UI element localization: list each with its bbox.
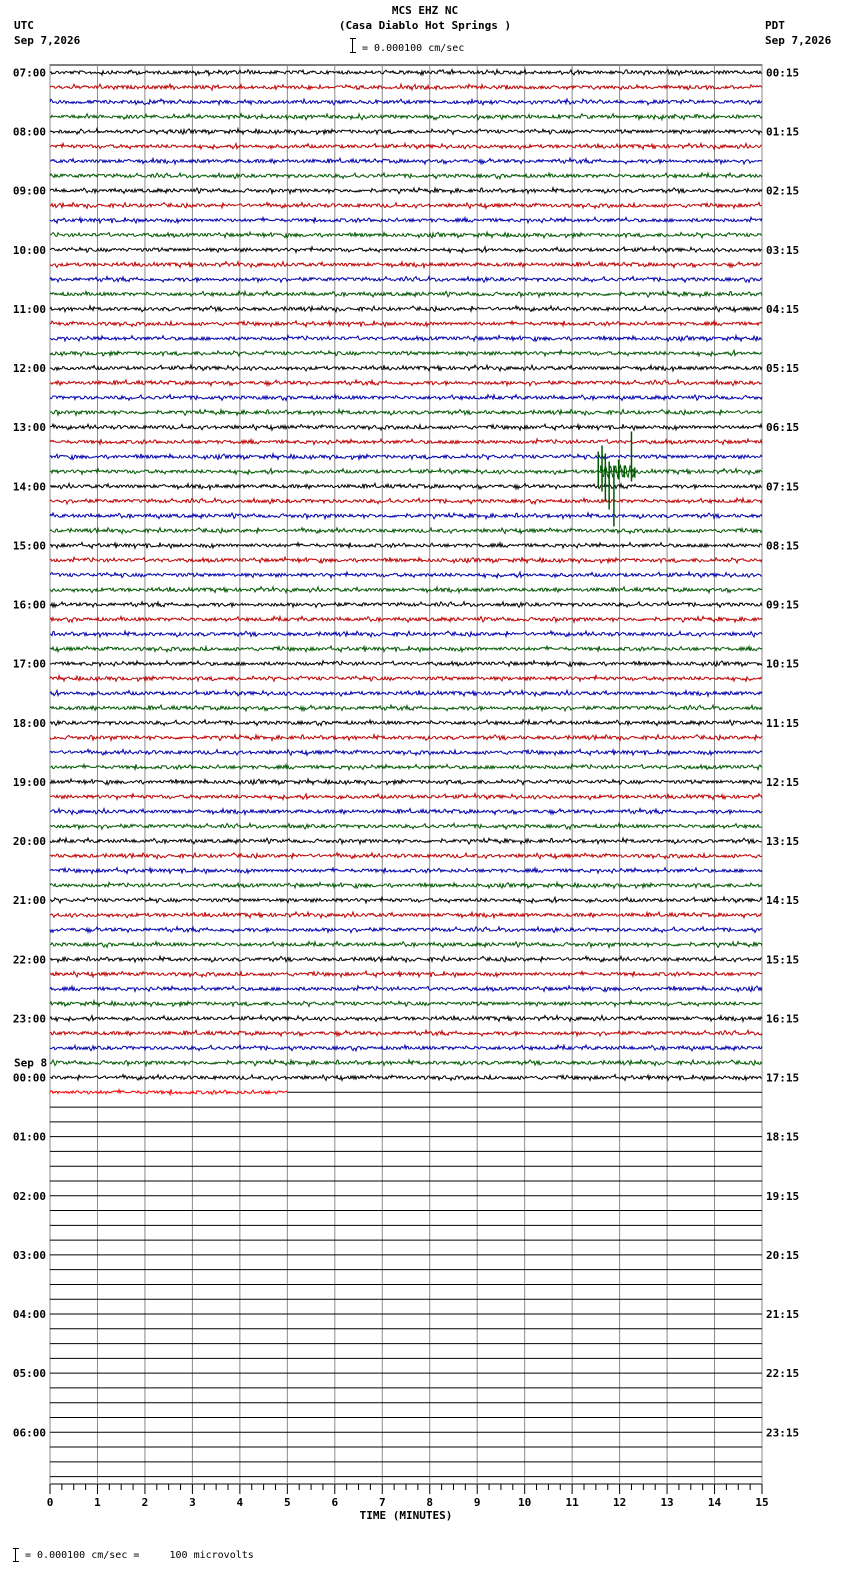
trace-row	[50, 661, 762, 667]
utc-hour-label: 04:00	[12, 1308, 46, 1322]
trace-row	[50, 350, 762, 356]
pdt-hour-label: 15:15	[766, 953, 800, 967]
trace-row	[50, 114, 762, 120]
pdt-hour-label: 12:15	[766, 775, 800, 789]
utc-hour-label: 10:00	[12, 243, 46, 257]
utc-hour-label: 06:00	[12, 1426, 46, 1440]
trace-row	[50, 439, 762, 445]
trace-row	[50, 631, 762, 637]
pdt-hour-label: 23:15	[766, 1426, 800, 1440]
trace-row	[50, 897, 762, 903]
trace-row	[50, 956, 762, 962]
pdt-hour-label: 14:15	[766, 894, 800, 908]
pdt-hour-label: 16:15	[766, 1012, 800, 1026]
trace-row	[50, 217, 762, 223]
trace-row	[50, 188, 762, 194]
pdt-hour-label: 03:15	[766, 243, 800, 257]
utc-hour-label: 03:00	[12, 1248, 46, 1262]
pdt-hour-label: 05:15	[766, 362, 800, 376]
pdt-date: Sep 7,2026	[765, 34, 832, 47]
utc-hour-label: 09:00	[12, 184, 46, 198]
x-tick-label: 1	[94, 1496, 101, 1509]
trace-row	[50, 749, 762, 755]
x-axis-title: TIME (MINUTES)	[359, 1509, 453, 1522]
trace-row	[50, 158, 762, 164]
trace-row	[50, 705, 762, 711]
utc-hour-label: 14:00	[12, 480, 46, 494]
pdt-label: PDT	[765, 19, 785, 32]
trace-row	[50, 602, 762, 608]
trace-row	[50, 203, 762, 209]
trace-row	[50, 690, 762, 696]
trace-row	[50, 262, 762, 268]
utc-hour-label: 19:00	[12, 775, 46, 789]
pdt-hour-label: 18:15	[766, 1130, 800, 1144]
trace-row	[50, 1090, 287, 1095]
trace-row	[50, 942, 762, 948]
utc-hour-label: 11:00	[12, 302, 46, 316]
x-tick-label: 12	[612, 1496, 627, 1509]
trace-row	[50, 1045, 762, 1051]
utc-hour-label: 01:00	[12, 1130, 46, 1144]
trace-row	[50, 528, 762, 534]
utc-hour-label: 07:00	[12, 66, 46, 80]
utc-hour-label: 16:00	[12, 598, 46, 612]
utc-hour-label: 08:00	[12, 125, 46, 139]
trace-row	[50, 232, 762, 238]
utc-hour-label: 23:00	[12, 1012, 46, 1026]
utc-date: Sep 7,2026	[14, 34, 81, 47]
pdt-hour-label: 09:15	[766, 598, 800, 612]
trace-row	[50, 868, 762, 874]
utc-hour-label: 20:00	[12, 835, 46, 849]
trace-row	[50, 409, 762, 415]
utc-hour-label: 17:00	[12, 657, 46, 671]
trace-row	[50, 1060, 762, 1066]
trace-row	[50, 483, 762, 489]
utc-hour-label: 21:00	[12, 894, 46, 908]
trace-row	[50, 1075, 762, 1081]
x-tick-label: 7	[378, 1496, 386, 1509]
footer-scale-icon	[3, 1548, 9, 1562]
trace-row	[50, 676, 762, 682]
trace-row	[50, 543, 762, 549]
trace-row	[50, 380, 762, 386]
pdt-hour-label: 22:15	[766, 1367, 800, 1381]
utc-hour-label: 12:00	[12, 362, 46, 376]
x-tick-label: 14	[707, 1496, 722, 1509]
trace-row	[50, 336, 762, 342]
trace-row	[50, 809, 762, 815]
trace-row	[50, 424, 762, 430]
x-tick-label: 13	[660, 1496, 674, 1509]
x-tick-label: 4	[236, 1496, 244, 1509]
pdt-hour-label: 19:15	[766, 1189, 800, 1203]
trace-row	[50, 616, 762, 622]
trace-row	[50, 1030, 762, 1036]
trace-row	[50, 838, 762, 844]
pdt-hour-label: 13:15	[766, 835, 800, 849]
trace-row	[50, 365, 762, 371]
trace-row	[50, 291, 762, 297]
trace-row	[50, 1016, 762, 1022]
pdt-hour-label: 17:15	[766, 1071, 800, 1085]
utc-hour-label: 22:00	[12, 953, 46, 967]
pdt-hour-label: 10:15	[766, 657, 800, 671]
pdt-hour-label: 08:15	[766, 539, 800, 553]
trace-row	[50, 882, 762, 888]
x-tick-label: 6	[331, 1496, 339, 1509]
x-tick-label: 11	[565, 1496, 579, 1509]
utc-hour-label: 00:00	[12, 1071, 46, 1085]
trace-row	[50, 395, 762, 401]
utc-hour-label: 18:00	[12, 716, 46, 730]
trace-row	[50, 720, 762, 726]
scale-text: = 0.000100 cm/sec	[362, 43, 465, 54]
trace-row	[50, 247, 762, 253]
x-tick-label: 10	[518, 1496, 532, 1509]
trace-row	[50, 853, 762, 859]
trace-row	[50, 779, 762, 785]
trace-row	[50, 321, 762, 327]
x-tick-label: 5	[284, 1496, 291, 1509]
trace-row	[50, 912, 762, 918]
pdt-hour-label: 06:15	[766, 421, 800, 435]
x-tick-label: 0	[46, 1496, 54, 1509]
x-tick-label: 8	[426, 1496, 434, 1509]
utc-hour-label: 02:00	[12, 1189, 46, 1203]
utc-label: UTC	[14, 19, 34, 32]
pdt-hour-label: 02:15	[766, 184, 800, 198]
trace-row	[50, 513, 762, 519]
trace-row	[50, 1001, 762, 1007]
trace-row	[50, 587, 762, 593]
trace-row	[50, 646, 762, 652]
trace-row	[50, 794, 762, 800]
trace-row	[50, 84, 762, 90]
date-change-label: Sep 8	[14, 1056, 48, 1070]
station-title: MCS EHZ NC	[391, 4, 459, 17]
trace-row	[50, 764, 762, 770]
pdt-hour-label: 07:15	[766, 480, 800, 494]
utc-hour-label: 05:00	[12, 1367, 46, 1381]
trace-row	[50, 129, 762, 135]
pdt-hour-label: 20:15	[766, 1248, 800, 1262]
trace-row	[50, 173, 762, 179]
trace-row	[50, 986, 762, 992]
x-tick-label: 9	[473, 1496, 481, 1509]
trace-row	[50, 469, 762, 475]
trace-row	[50, 70, 762, 76]
utc-hour-label: 15:00	[12, 539, 46, 553]
x-tick-label: 3	[189, 1496, 196, 1509]
x-tick-label: 2	[141, 1496, 149, 1509]
trace-row	[50, 99, 762, 105]
trace-row	[50, 823, 762, 829]
trace-row	[50, 572, 762, 578]
trace-row	[50, 971, 762, 977]
pdt-hour-label: 01:15	[766, 125, 800, 139]
trace-row	[50, 143, 762, 149]
trace-row	[50, 277, 762, 283]
pdt-hour-label: 00:15	[766, 66, 800, 80]
footer-scale-note: = 0.000100 cm/sec = 100 microvolts	[25, 1550, 254, 1561]
trace-row	[50, 927, 762, 933]
pdt-hour-label: 21:15	[766, 1308, 800, 1322]
trace-row	[50, 454, 762, 460]
trace-row	[50, 557, 762, 563]
x-tick-label: 15	[755, 1496, 769, 1509]
trace-row	[50, 306, 762, 312]
pdt-hour-label: 04:15	[766, 302, 800, 316]
utc-hour-label: 13:00	[12, 421, 46, 435]
pdt-hour-label: 11:15	[766, 716, 800, 730]
trace-row	[50, 735, 762, 741]
trace-row	[50, 498, 762, 504]
station-location: (Casa Diablo Hot Springs )	[338, 19, 512, 32]
